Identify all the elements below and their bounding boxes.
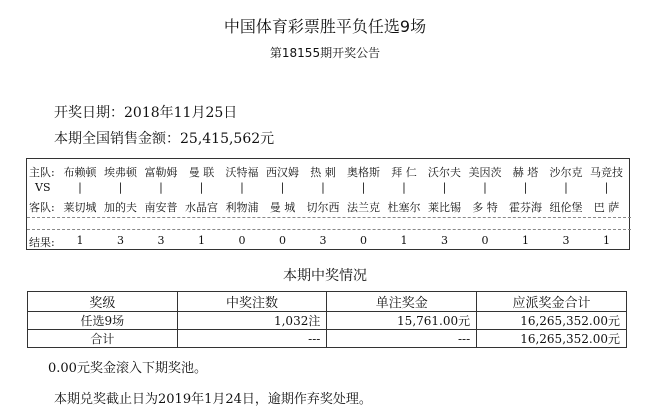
cell-winners: 1,032注 [177, 312, 327, 330]
match-column [506, 159, 546, 249]
match-result: 0 [238, 234, 246, 247]
page-title: 中国体育彩票胜平负任选9场 [223, 17, 427, 36]
match-result: 1 [400, 234, 408, 247]
match-result: 3 [117, 234, 124, 247]
home-team: 埃弗顿 [104, 166, 137, 179]
header-winners: 中奖注数 [177, 292, 327, 312]
table-row [28, 330, 627, 348]
vs-mark: | [199, 181, 204, 194]
match-result: 1 [198, 234, 205, 247]
away-team: 切尔西 [306, 201, 340, 214]
prize-table-header [28, 292, 627, 312]
home-team: 西汉姆 [266, 166, 299, 179]
header-level: 奖级 [28, 292, 178, 312]
home-team: 布赖顿 [63, 166, 97, 179]
vs-mark: | [402, 181, 406, 194]
away-team: 多 特 [472, 201, 498, 214]
match-result: 1 [603, 234, 610, 247]
sales-amount: 本期全国销售金额：25,415,562元 [54, 131, 275, 147]
away-team: 加的夫 [104, 201, 137, 214]
away-team: 纽伦堡 [549, 201, 583, 214]
match-column [60, 159, 100, 249]
vs-mark: | [159, 181, 163, 194]
home-team: 奥格斯 [347, 166, 380, 179]
match-result: 3 [562, 234, 570, 247]
away-team: 莱比锡 [428, 201, 461, 214]
home-team: 热 刺 [310, 166, 336, 179]
header-single-prize: 单注奖金 [327, 292, 477, 312]
match-column [587, 159, 627, 249]
match-column [546, 159, 586, 249]
match-result: 0 [360, 234, 367, 247]
home-team: 沃尔夫 [428, 166, 461, 179]
prize-section-title: 本期中奖情况 [283, 268, 367, 284]
vs-mark: | [604, 181, 609, 194]
issue-subtitle: 第18155期开奖公告 [269, 46, 381, 60]
away-team: 杜塞尔 [387, 201, 421, 214]
home-team: 拜 仁 [391, 166, 417, 179]
home-team: 沙尔克 [549, 166, 583, 179]
away-label: 客队: [29, 201, 55, 214]
match-column [222, 159, 262, 249]
prize-table [27, 291, 627, 348]
match-grid [26, 158, 630, 250]
away-team: 曼 城 [269, 201, 296, 214]
vs-mark: | [240, 181, 244, 194]
vs-mark: | [564, 181, 568, 194]
home-team: 美因茨 [468, 166, 502, 179]
cell-winners: --- [177, 330, 327, 348]
vs-mark: | [361, 181, 366, 194]
match-result: 1 [522, 234, 529, 247]
home-team: 富勒姆 [144, 166, 178, 179]
home-team: 赫 塔 [512, 166, 539, 179]
home-team: 马竞技 [590, 166, 623, 179]
table-row [28, 312, 627, 330]
vs-mark: | [523, 181, 528, 194]
vs-label: VS [35, 181, 51, 194]
match-column [182, 159, 222, 249]
match-column [384, 159, 424, 249]
home-label: 主队: [29, 166, 55, 179]
away-team: 霍芬海 [509, 201, 542, 214]
match-column [465, 159, 505, 249]
vs-mark: | [78, 181, 82, 194]
away-team: 水晶宫 [185, 201, 218, 214]
cell-total-prize: 16,265,352.00元 [477, 330, 627, 348]
away-team: 利物浦 [225, 201, 259, 214]
result-label: 结果: [29, 236, 55, 249]
draw-date: 开奖日期：2018年11月25日 [54, 105, 238, 121]
vs-mark: | [118, 181, 123, 194]
cell-level: 任选9场 [28, 312, 178, 330]
vs-mark: | [442, 181, 447, 194]
header-total-prize: 应派奖金合计 [477, 292, 627, 312]
match-column [425, 159, 465, 249]
match-result: 3 [319, 234, 327, 247]
match-column [303, 159, 343, 249]
away-team: 巴 萨 [593, 201, 620, 214]
match-result: 0 [279, 234, 286, 247]
match-result: 0 [481, 234, 489, 247]
match-column [344, 159, 384, 249]
cell-level: 合计 [28, 330, 178, 348]
cell-total-prize: 16,265,352.00元 [477, 312, 627, 330]
match-column [263, 159, 303, 249]
deadline-note: 本期兑奖截止日为2019年1月24日，逾期作弃奖处理。 [54, 392, 372, 407]
away-team: 南安普 [144, 201, 178, 214]
match-result: 3 [157, 234, 165, 247]
cell-single-prize: --- [327, 330, 477, 348]
match-result: 3 [441, 234, 448, 247]
rollover-note: 0.00元奖金滚入下期奖池。 [48, 361, 207, 376]
vs-mark: | [280, 181, 285, 194]
away-team: 莱切城 [63, 201, 97, 214]
cell-single-prize: 15,761.00元 [327, 312, 477, 330]
match-result: 1 [76, 234, 84, 247]
away-team: 法兰克 [347, 201, 380, 214]
vs-mark: | [321, 181, 325, 194]
home-team: 沃特福 [225, 166, 259, 179]
home-team: 曼 联 [188, 166, 215, 179]
match-column [101, 159, 141, 249]
match-column [141, 159, 181, 249]
vs-mark: | [483, 181, 487, 194]
